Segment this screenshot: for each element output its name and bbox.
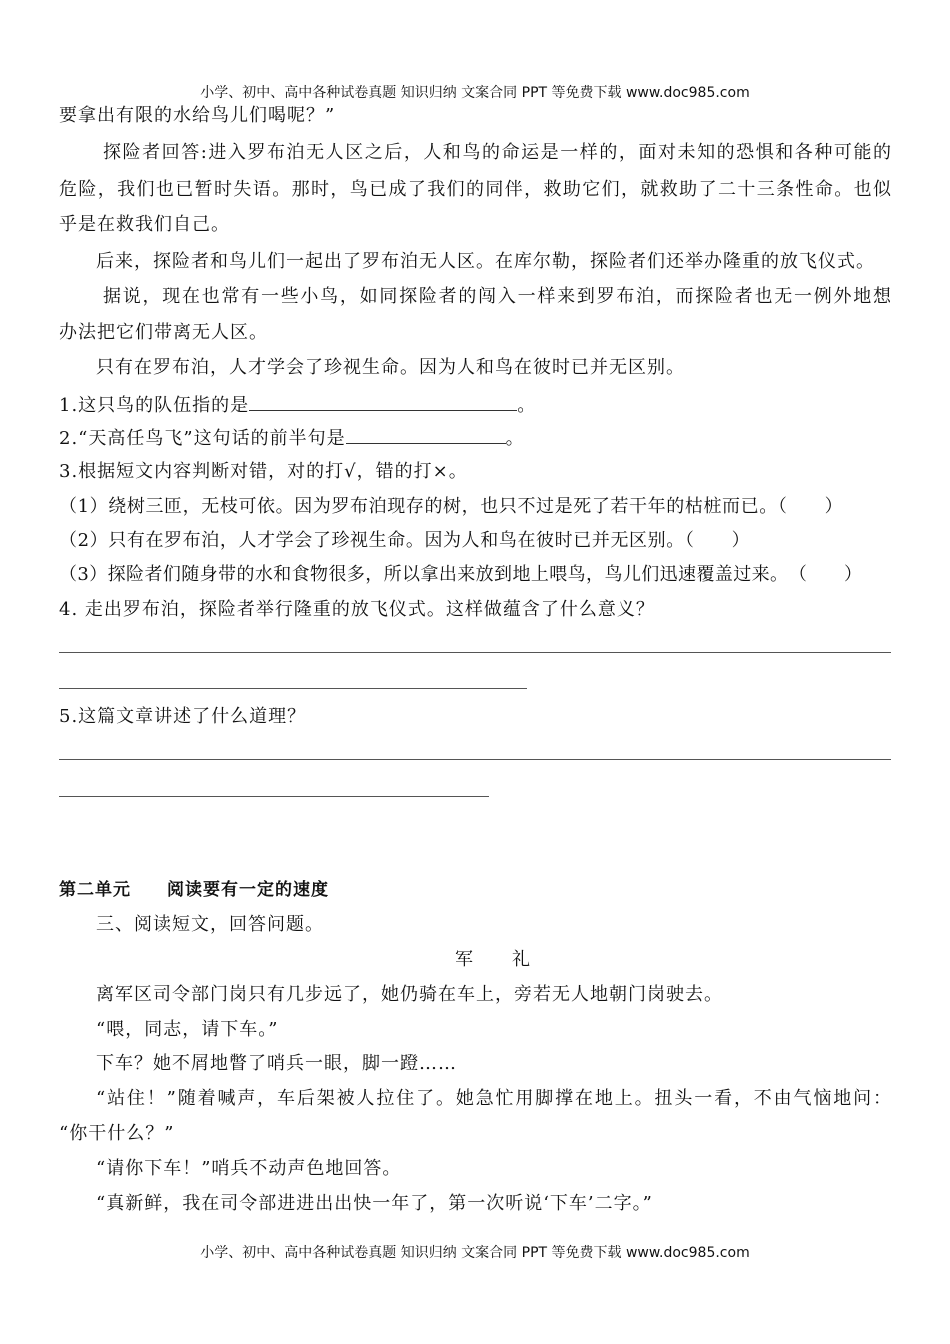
- question-5: 5.这篇文章讲述了什么道理？: [59, 706, 307, 727]
- period: 。: [517, 395, 537, 416]
- question-3-item-1: （1）绕树三匝，无枝可依。因为罗布泊现存的树，也只不过是死了若干年的枯桩而已。（ ）: [59, 496, 844, 517]
- question-4: 4. 走出罗布泊，探险者举行隆重的放飞仪式。这样做蕴含了什么意义？: [59, 599, 655, 620]
- answer-blank[interactable]: [249, 394, 517, 411]
- answer-line[interactable]: [59, 759, 891, 760]
- paragraph-line: 据说，现在也常有一些小鸟，如同探险者的闯入一样来到罗布泊，而探险者也无一例外地想: [103, 286, 891, 307]
- answer-line[interactable]: [59, 688, 527, 689]
- question-3-item-2: （2）只有在罗布泊，人才学会了珍视生命。因为人和鸟在彼时已并无区别。（ ）: [59, 530, 751, 551]
- instruction: 三、阅读短文，回答问题。: [96, 914, 324, 935]
- paragraph-line: 下车？她不屑地瞥了哨兵一眼，脚一蹬……: [96, 1053, 457, 1074]
- question-text: 2.“天高任鸟飞”这句话的前半句是: [59, 428, 346, 449]
- paragraph-line: “请你下车！”哨兵不动声色地回答。: [96, 1158, 402, 1179]
- paragraph-line: 要拿出有限的水给鸟儿们喝呢？”: [59, 105, 336, 126]
- page-footer: 小学、初中、高中各种试卷真题 知识归纳 文案合同 PPT 等免费下载 www.doc985.com: [200, 1245, 750, 1261]
- paragraph-line: “喂，同志，请下车。”: [96, 1019, 279, 1040]
- story-title: 军 礼: [455, 949, 531, 970]
- answer-line[interactable]: [59, 652, 891, 653]
- paragraph-line: 办法把它们带离无人区。: [59, 322, 268, 343]
- question-1: [59, 394, 536, 417]
- question-3: 3.根据短文内容判断对错，对的打√，错的打×。: [59, 461, 468, 482]
- paragraph-line: “你干什么？”: [59, 1123, 175, 1144]
- paragraph-line: “真新鲜，我在司令部进进出出快一年了，第一次听说‘下车’二字。”: [96, 1193, 653, 1214]
- question-3-item-3: （3）探险者们随身带的水和食物很多，所以拿出来放到地上喂鸟，鸟儿们迅速覆盖过来。 （ ）: [59, 564, 863, 585]
- paragraph-line: 乎是在救我们自己。: [59, 214, 230, 235]
- question-text: 1.这只鸟的队伍指的是: [59, 395, 250, 416]
- paragraph-line: 离军区司令部门岗只有几步远了，她仍骑在车上，旁若无人地朝门岗驶去。: [96, 984, 723, 1005]
- paragraph-line: 后来，探险者和鸟儿们一起出了罗布泊无人区。在库尔勒，探险者们还举办隆重的放飞仪式。: [96, 251, 875, 272]
- answer-line[interactable]: [59, 796, 489, 797]
- period: 。: [505, 428, 525, 449]
- question-2: [59, 427, 525, 450]
- page-header: 小学、初中、高中各种试卷真题 知识归纳 文案合同 PPT 等免费下载 www.doc985.com: [200, 85, 750, 101]
- answer-blank[interactable]: [346, 427, 506, 444]
- unit-title: 第二单元 阅读要有一定的速度: [59, 880, 329, 900]
- paragraph-line: 危险，我们也已暂时失语。那时，鸟已成了我们的同伴，救助它们，就救助了二十三条性命。也似: [59, 179, 891, 200]
- paragraph-line: 探险者回答:进入罗布泊无人区之后，人和鸟的命运是一样的，面对未知的恐惧和各种可能的: [103, 142, 891, 163]
- paragraph-line: 只有在罗布泊，人才学会了珍视生命。因为人和鸟在彼时已并无区别。: [96, 357, 685, 378]
- paragraph-line: “站住！”随着喊声，车后架被人拉住了。她急忙用脚撑在地上。扭头一看，不由气恼地问：: [96, 1088, 891, 1109]
